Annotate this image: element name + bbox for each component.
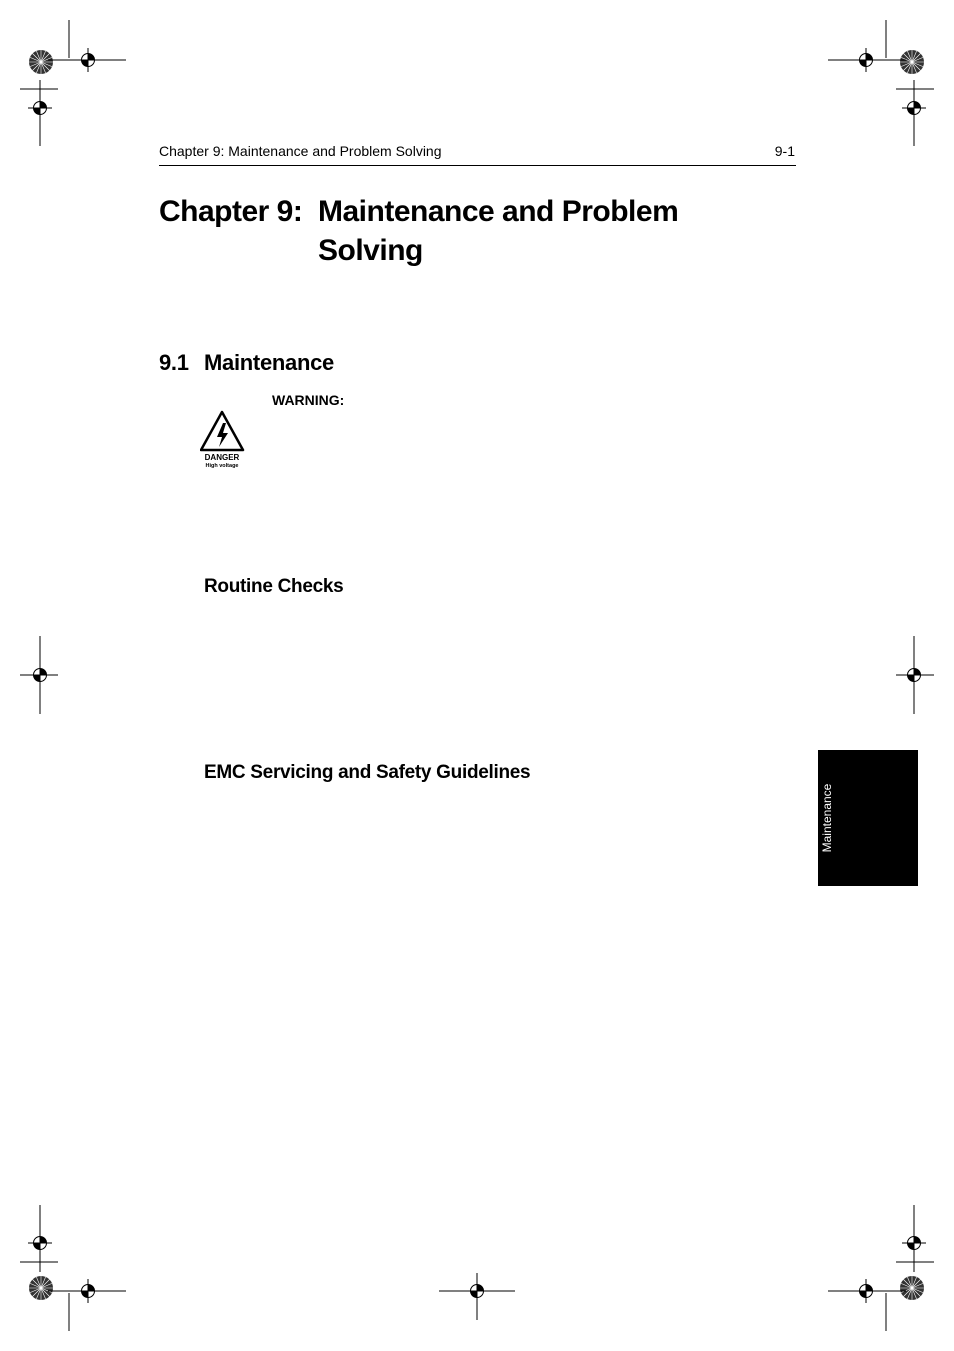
- section-title: Maintenance: [204, 350, 334, 375]
- chapter-label: Chapter 9:: [159, 195, 303, 228]
- subsection-routine-checks: Routine Checks: [204, 576, 344, 597]
- thumb-tab-label: Maintenance: [820, 783, 834, 853]
- warning-label: WARNING:: [272, 392, 345, 408]
- high-voltage-danger-icon: [200, 410, 246, 470]
- danger-triangle-icon: [200, 410, 246, 470]
- high-voltage-caption: High voltage: [205, 463, 239, 469]
- header-rule: [159, 165, 796, 166]
- chapter-title: Maintenance and Problem Solving: [318, 195, 679, 267]
- chapter-thumb-tab: [818, 750, 918, 886]
- subsection-emc-guidelines: EMC Servicing and Safety Guidelines: [204, 762, 531, 783]
- page-number: 9-1: [774, 143, 795, 159]
- danger-caption: DANGER: [204, 453, 240, 462]
- section-number: 9.1: [159, 350, 189, 375]
- running-header-title: Chapter 9: Maintenance and Problem Solving: [159, 143, 442, 159]
